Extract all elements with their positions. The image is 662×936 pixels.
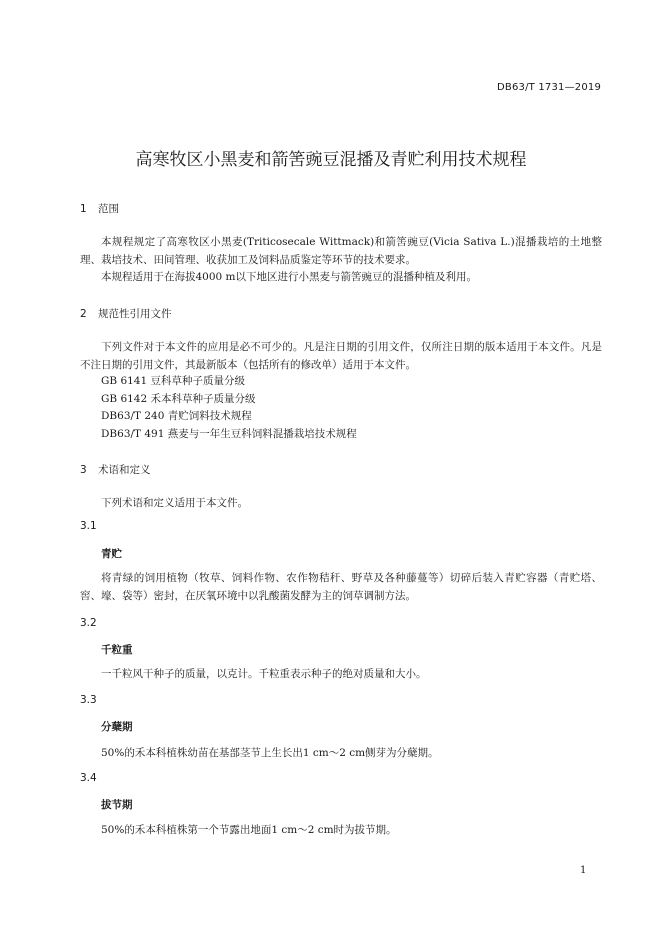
reference-item: GB 6142 禾本科草种子质量分级 xyxy=(101,393,256,405)
term-definition: 50%的禾本科植株第一个节露出地面1 cm～2 cm时为拔节期。 xyxy=(101,824,397,836)
section-number: 2 xyxy=(80,308,87,320)
section-2-paragraph-1: 下列文件对于本文件的应用是必不可少的。凡是注日期的引用文件，仅所注日期的版本适用于本文件。凡是不注日期的引用文件，其最新版本（包括所有的修改单）适用于本文件。 xyxy=(80,341,602,371)
term-definition: 一千粒风干种子的质量，以克计。千粒重表示种子的绝对质量和大小。 xyxy=(101,668,427,680)
term-name: 拔节期 xyxy=(101,799,133,811)
term-definition: 将青绿的饲用植物（牧草、饲料作物、农作物秸秆、野草及各种藤蔓等）切碎后装入青贮容器（青贮塔、窖、壕、袋等）密封，在厌氧环境中以乳酸菌发酵为主的饲草调制方法。 xyxy=(80,572,602,602)
section-number: 1 xyxy=(80,203,87,215)
term-number: 3.2 xyxy=(80,617,97,629)
section-1-paragraph-1: 本规程规定了高寒牧区小黑麦(Triticosecale Wittmack)和箭筈豌豆(Vicia Sativa L.)混播栽培的土地整理、栽培技术、田间管理、收获加工及饲料品质鉴定等环节的技术要求。 xyxy=(80,236,602,266)
term-number: 3.1 xyxy=(80,520,97,532)
reference-item: DB63/T 491 燕麦与一年生豆科饲料混播栽培技术规程 xyxy=(101,428,357,440)
section-1-heading xyxy=(80,201,119,216)
term-number: 3.3 xyxy=(80,694,97,706)
document-number: DB63/T 1731—2019 xyxy=(497,82,602,93)
reference-item: DB63/T 240 青贮饲料技术规程 xyxy=(101,410,252,422)
term-name: 青贮 xyxy=(101,548,122,560)
term-definition: 50%的禾本科植株幼苗在基部茎节上生长出1 cm～2 cm侧芽为分蘖期。 xyxy=(101,747,439,759)
section-3-intro: 下列术语和定义适用于本文件。 xyxy=(101,497,248,509)
reference-item: GB 6141 豆科草种子质量分级 xyxy=(101,375,246,387)
document-title: 高寒牧区小黑麦和箭筈豌豆混播及青贮利用技术规程 xyxy=(135,150,527,170)
section-2-heading xyxy=(80,306,172,321)
page-number: 1 xyxy=(580,865,587,876)
section-title: 规范性引用文件 xyxy=(98,308,172,320)
section-1-paragraph-2: 本规程适用于在海拔4000 m以下地区进行小黑麦与箭筈豌豆的混播种植及利用。 xyxy=(101,271,478,283)
term-number: 3.4 xyxy=(80,772,97,784)
section-3-heading xyxy=(80,462,151,477)
term-name: 千粒重 xyxy=(101,644,133,656)
section-title: 术语和定义 xyxy=(98,464,151,476)
section-title: 范围 xyxy=(98,203,119,215)
section-number: 3 xyxy=(80,464,87,476)
term-name: 分蘖期 xyxy=(101,721,133,733)
